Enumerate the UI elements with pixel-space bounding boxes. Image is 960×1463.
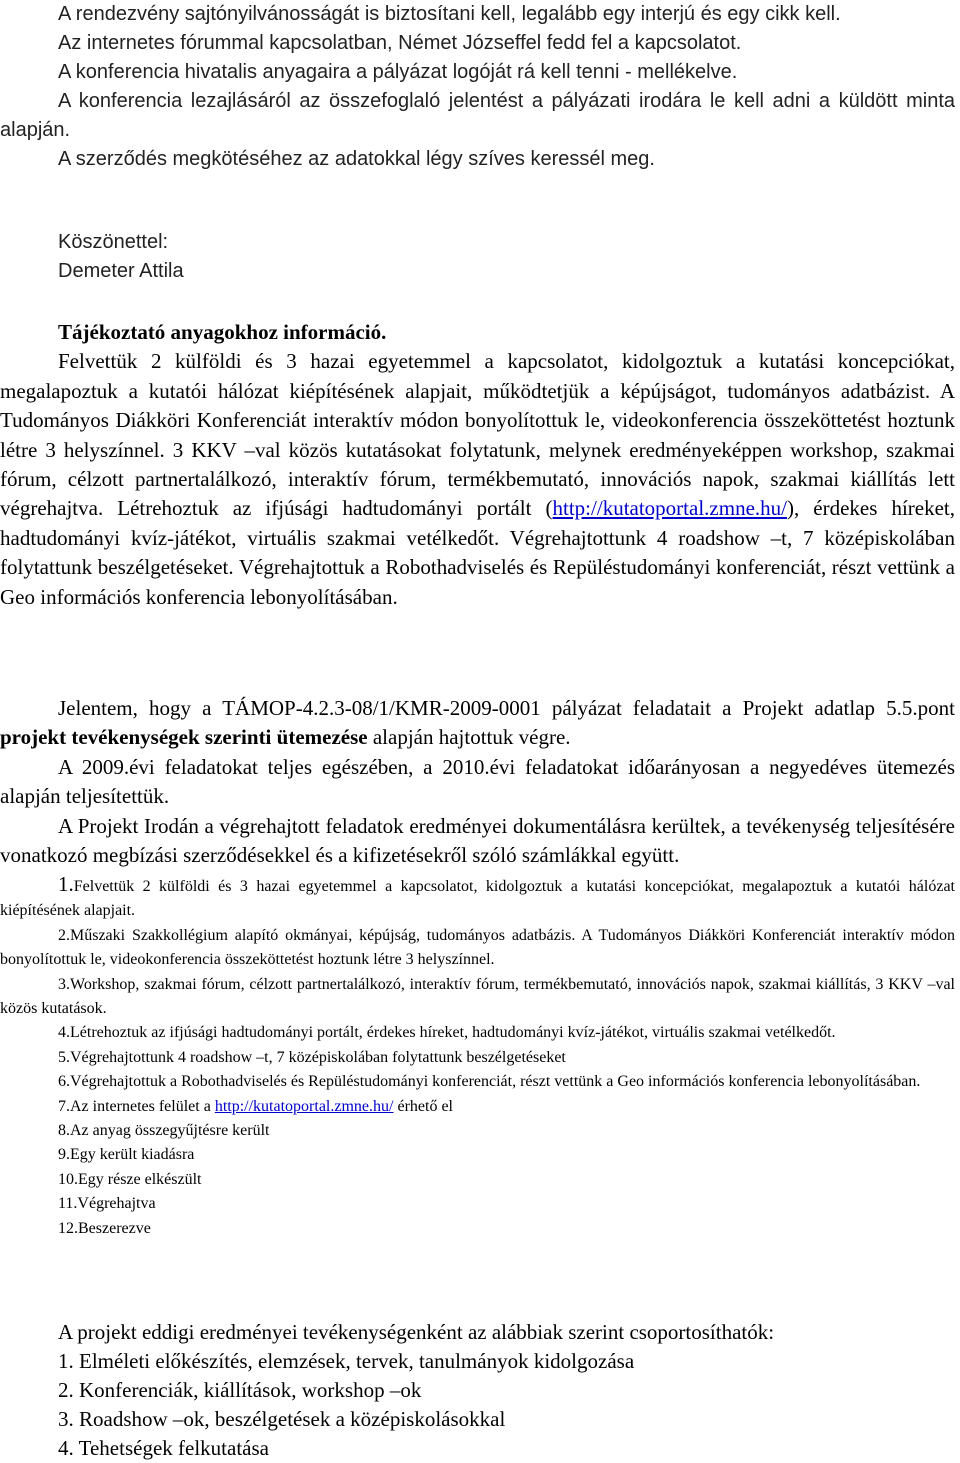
info-title: Tájékoztató anyagokhoz információ. — [58, 320, 387, 344]
list-item — [0, 973, 955, 1022]
intro-line-3: A konferencia hivatalis anyagaira a pályázat logóját rá kell tenni - mellékelve. — [58, 61, 738, 83]
list-item-number: 6. — [58, 1073, 70, 1091]
results-section — [0, 1318, 955, 1463]
list-item-text: Műszaki Szakkollégium alapító okmányai, képújság, tudományos adatbázis. A Tudományos Diákköri Konferenciát interaktív módon bonyolítottuk le, videokonferencia összeköttetést hoztunk létre 3 helyszínnel. — [0, 926, 955, 969]
report-paragraph-3: A Projekt Irodán a végrehajtott feladatok eredményei dokumentálásra kerültek, a tevékenység teljesítésére vonatkozó megbízási szerződésekkel és a kifizetésekről szóló számlákkal együtt. — [0, 813, 955, 868]
info-body-text-2: ), érdekes híreket, hadtudományi kvíz-játékot, virtuális szakmai vetélkedőt. Végrehajtottunk 4 roadshow –t, 7 középiskolában folytattunk beszélgetéseket. Végrehajtottuk a Robothadviselés és Repüléstudományi konferenciát, részt vettünk a Geo információs konferencia lebonyolításában. — [0, 496, 955, 609]
list-item-number: 5. — [58, 1048, 70, 1066]
list-item — [0, 1021, 955, 1045]
list-item-number: 4. — [58, 1024, 70, 1042]
results-item: 1. Elméleti előkészítés, elemzések, tervek, tanulmányok kidolgozása — [58, 1349, 635, 1373]
results-heading: A projekt eddigi eredményei tevékenységenként az alábbiak szerint csoportosíthatók: — [58, 1320, 775, 1344]
list-item-text: Végrehajtottunk 4 roadshow –t, 7 középiskolában folytattunk beszélgetéseket — [70, 1048, 566, 1066]
intro-line-1: A rendezvény sajtónyilvánosságát is biztosítani kell, legalább egy interjú és egy cikk kell. — [58, 3, 841, 25]
list-item-number: 3. — [58, 975, 70, 993]
info-body — [0, 347, 955, 612]
list-item — [0, 924, 955, 973]
results-item: 3. Roadshow –ok, beszélgetések a középiskolásokkal — [58, 1407, 506, 1431]
intro-line-4: A konferencia lezajlásáról az összefoglaló jelentést a pályázati irodára le kell adni a küldött minta alapján. — [0, 90, 955, 141]
list-item — [0, 1070, 955, 1094]
intro-line-2: Az internetes fórummal kapcsolatban, Német Józseffel fedd fel a kapcsolatot. — [58, 32, 742, 54]
list-item: 12.Beszerezve — [58, 1219, 151, 1237]
intro-section — [0, 0, 955, 174]
report-paragraph-2: A 2009.évi feladatokat teljes egészében, a 2010.évi feladatokat időarányosan a negyedéves ütemezés alapján teljesítettük. — [0, 754, 955, 809]
report-p1-bold: projekt tevékenységek szerinti ütemezése — [0, 725, 368, 750]
numbered-list — [0, 872, 955, 1241]
signature-name: Demeter Attila — [58, 260, 184, 282]
list-item-text: Végrehajtottuk a Robothadviselés és Repüléstudományi konferenciát, részt vettünk a Geo információs konferencia lebonyolításában. — [70, 1073, 921, 1091]
results-item: 4. Tehetségek felkutatása — [58, 1436, 269, 1460]
list-item: 10.Egy része elkészült — [58, 1170, 202, 1188]
list-item-text: Felvettük 2 külföldi és 3 hazai egyetemmel a kapcsolatot, kidolgoztuk a kutatási koncepciókat, megalapoztuk a kutatói hálózat kiépítésének alapjait. — [0, 878, 955, 920]
list-item: 9.Egy került kiadásra — [58, 1146, 195, 1164]
list-item-text: Létrehoztuk az ifjúsági hadtudományi portált, érdekes híreket, hadtudományi kvíz-játékot, virtuális szakmai vetélkedőt. — [70, 1024, 836, 1042]
report-paragraph-1 — [0, 694, 955, 753]
portal-link-list[interactable]: http://kutatoportal.zmne.hu/ — [214, 1097, 394, 1115]
signature-block — [0, 228, 955, 286]
report-p1-text-2: alapján hajtottuk végre. — [367, 725, 571, 750]
results-item: 2. Konferenciák, kiállítások, workshop –ok — [58, 1378, 422, 1402]
report-section — [0, 694, 955, 870]
info-body-text-1: Felvettük 2 külföldi és 3 hazai egyetemmel a kapcsolatot, kidolgoztuk a kutatási koncepciókat, megalapoztuk a kutatói hálózat kiépítésének alapjait, működtetjük a képújságot, tudományos adatbázist. A Tudományos Diákköri Konferenciát interaktív módon bonyolítottuk le, videokonferencia összeköttetést hoztunk létre 3 helyszínnel. 3 KKV –val közös kutatásokat folytatunk, melynek eredményeképpen workshop, szakmai fórum, célzott partnertalálkozó, interaktív fórum, termékbemutató, innovációs napok, szakmai kiállítás lett végrehajtva. Létrehoztuk az ifjúsági hadtudományi portált ( — [0, 349, 955, 521]
list-item-text: Workshop, szakmai fórum, célzott partnertalálkozó, interaktív fórum, termékbemutató, innovációs napok, szakmai kiállítás, 3 KKV –val közös kutatások. — [0, 975, 955, 1018]
list-item — [0, 1046, 955, 1070]
list-item: 11.Végrehajtva — [58, 1195, 156, 1213]
list-item-7-text-1: 7.Az internetes felület a — [58, 1097, 215, 1115]
report-p1-text-1: Jelentem, hogy a TÁMOP-4.2.3-08/1/KMR-2009-0001 pályázat feladatait a Projekt adatlap 5.5.pont — [58, 696, 955, 720]
closing-text: Köszönettel: — [58, 231, 169, 253]
intro-line-5: A szerződés megkötéséhez az adatokkal légy szíves keressél meg. — [58, 148, 655, 170]
list-item-7-text-2: érhető el — [393, 1097, 453, 1115]
list-item — [0, 1095, 955, 1119]
portal-link[interactable]: http://kutatoportal.zmne.hu/ — [552, 496, 787, 521]
list-item-number: 2. — [58, 926, 70, 944]
list-item-number: 1. — [58, 872, 74, 896]
info-section — [0, 318, 955, 612]
list-item: 8.Az anyag összegyűjtésre került — [58, 1122, 270, 1140]
list-item — [0, 872, 955, 924]
